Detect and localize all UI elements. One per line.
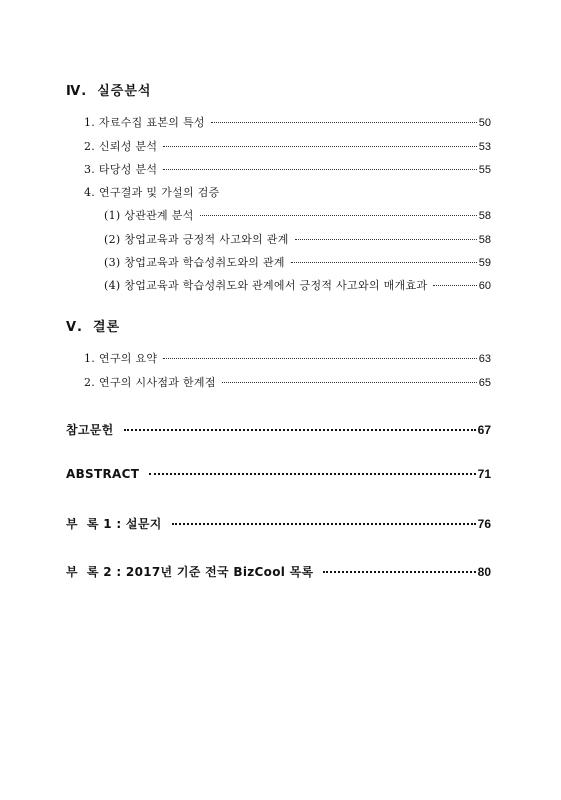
toc-entry-group (84, 184, 491, 200)
chapter-5-numeral: Ⅴ. (66, 320, 83, 335)
toc-entry[interactable] (84, 374, 491, 390)
dot-leader (211, 122, 477, 123)
toc-entry-page: 65 (478, 377, 491, 389)
dot-leader (295, 239, 477, 240)
toc-entry[interactable] (84, 114, 491, 130)
toc-subentry[interactable] (104, 254, 491, 270)
dot-leader (222, 382, 477, 383)
dot-leader (172, 523, 476, 525)
toc-entry-page: 60 (478, 280, 491, 292)
toc-appendix-2[interactable] (66, 563, 491, 580)
dot-leader (433, 285, 476, 286)
toc-abstract[interactable] (66, 467, 491, 481)
dot-leader (291, 262, 477, 263)
toc-entry-label: (1) 상관관계 분석 (104, 209, 194, 222)
toc-entry-page: 71 (477, 467, 491, 481)
toc-entry-label: 2. 연구의 시사점과 한계점 (84, 376, 216, 389)
toc-entry[interactable] (84, 350, 491, 366)
toc-entry-page: 58 (478, 234, 491, 246)
toc-subentry[interactable] (104, 231, 491, 247)
toc-entry-label: 부 록 1 : 설문지 (66, 517, 162, 531)
toc-references[interactable] (66, 421, 491, 438)
toc-entry-label: (3) 창업교육과 학습성취도와의 관계 (104, 256, 285, 269)
toc-entry-page: 55 (478, 164, 491, 176)
toc-entry-label: 1. 연구의 요약 (84, 352, 158, 365)
dot-leader (163, 358, 476, 359)
dot-leader (163, 146, 476, 147)
dot-leader (200, 215, 477, 216)
toc-entry-label: 부 록 2 : 2017년 기준 전국 BizCool 목록 (66, 565, 314, 579)
toc-entry-label: 2. 신뢰성 분석 (84, 140, 158, 153)
toc-entry-label: 4. 연구결과 및 가설의 검증 (84, 186, 220, 199)
dot-leader (163, 169, 476, 170)
chapter-4-heading (66, 80, 151, 99)
chapter-5-heading (66, 316, 120, 335)
dot-leader (124, 429, 476, 431)
toc-entry-page: 63 (478, 353, 491, 365)
toc-entry-page: 50 (478, 117, 491, 129)
toc-subentry[interactable] (104, 277, 491, 293)
toc-entry-label: 1. 자료수집 표본의 특성 (84, 116, 205, 129)
toc-entry-page: 59 (478, 257, 491, 269)
dot-leader (149, 473, 475, 475)
toc-entry-page: 58 (478, 210, 491, 222)
toc-entry-label: (2) 창업교육과 긍정적 사고와의 관계 (104, 233, 289, 246)
toc-entry[interactable] (84, 161, 491, 177)
chapter-4-numeral: Ⅳ. (66, 84, 88, 99)
toc-entry[interactable] (84, 138, 491, 154)
toc-entry-page: 53 (478, 141, 491, 153)
toc-entry-label: ABSTRACT (66, 467, 140, 481)
toc-entry-page: 76 (477, 517, 491, 531)
chapter-4-title: 실증분석 (97, 84, 152, 99)
dot-leader (323, 571, 475, 573)
toc-appendix-1[interactable] (66, 515, 491, 532)
toc-entry-label: (4) 창업교육과 학습성취도와 관계에서 긍정적 사고와의 매개효과 (104, 279, 428, 292)
toc-entry-label: 3. 타당성 분석 (84, 163, 158, 176)
toc-entry-page: 80 (477, 565, 491, 579)
toc-entry-label: 참고문헌 (66, 423, 114, 437)
toc-entry-page: 67 (477, 423, 491, 437)
toc-subentry[interactable] (104, 207, 491, 223)
chapter-5-title: 결론 (93, 320, 121, 335)
